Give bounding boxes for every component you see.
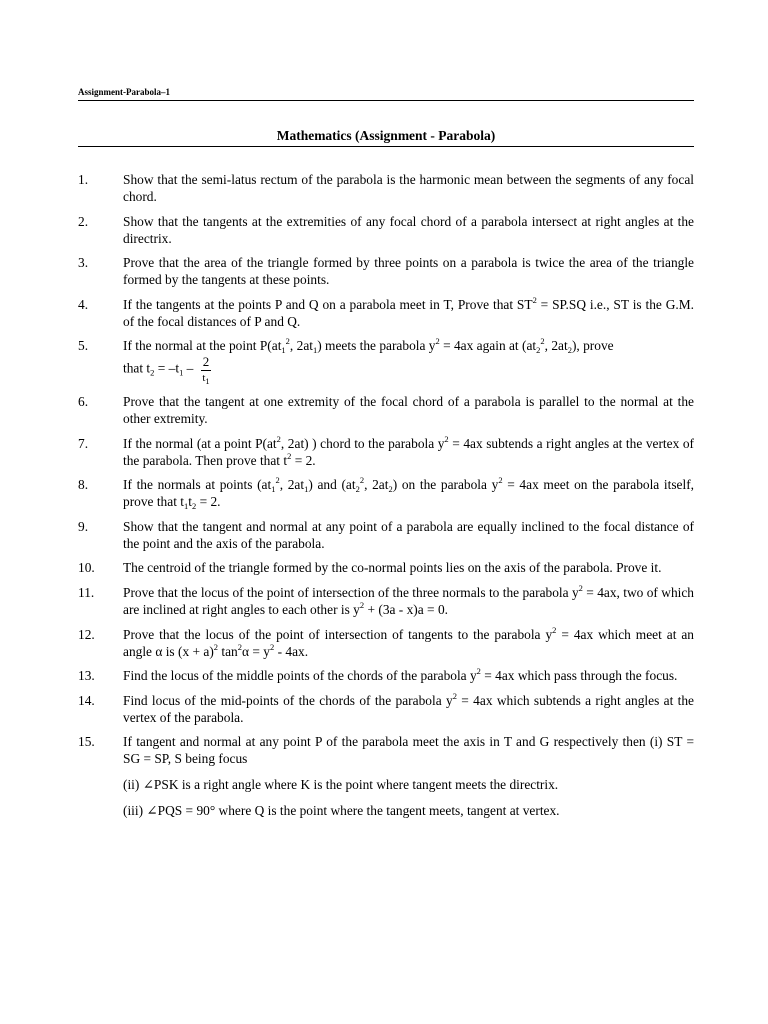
question-text: The centroid of the triangle formed by the co-normal points lies on the axis of the parabola. Prove it.: [123, 560, 662, 576]
question-8: [78, 476, 694, 510]
question-text: If the tangents at the points P and Q on a parabola meet in T, Prove that $ST^2 = SP.SQ$ i.e., ST is the G.M. of the focal distances of P and Q.: [123, 294, 694, 329]
question-text: If the normal (at a point $P(at^2$, 2at) ) chord to the parabola $y^2 = 4ax$ subtends a right angles at the vertex of the parabola. Then prove that $t^2 = 2$.: [123, 433, 694, 468]
question-number: 6.: [78, 393, 89, 409]
question-number: 10.: [78, 560, 95, 576]
question-text: If tangent and normal at any point P of the parabola meet the axis in T and G respectively then (i) ST = SG = SP, S being focus: [123, 734, 694, 767]
question-number: 2.: [78, 213, 89, 229]
question-number: 5.: [78, 338, 89, 354]
question-2: [78, 213, 694, 247]
question-15-part-iii: (iii) ∠PQS = 90° where Q is the point where the tangent meets, tangent at vertex.: [123, 803, 560, 819]
question-list: [78, 171, 694, 819]
question-13: [78, 667, 694, 684]
question-text: Find locus of the mid-points of the chords of the parabola $y^2 = 4ax$ which subtends a right angles at the vertex of the parabola.: [123, 690, 694, 725]
question-11: [78, 584, 694, 618]
question-number: 8.: [78, 477, 89, 493]
question-number: 1.: [78, 172, 89, 187]
page-title: Mathematics (Assignment - Parabola): [276, 128, 496, 143]
title-rule: [78, 146, 694, 147]
question-number: 3.: [78, 255, 89, 271]
question-text: Show that the semi-latus rectum of the parabola is the harmonic mean between the segments of any focal chord.: [123, 172, 694, 204]
question-text: Prove that the area of the triangle formed by three points on a parabola is twice the area of the triangle formed by the tangents at these points.: [123, 255, 694, 288]
question-text: If the normal at the point $P(at_1^2$, $2at_1$) meets the parabola $y^2 = 4ax$ again at ($at_2^2$, $2at_2$), prove that $t_2 = -t_1$ – $\frac{2}{t_1}$: [123, 336, 614, 387]
fraction: $\frac{2}{t_1}$: [202, 354, 210, 387]
question-7: [78, 435, 694, 469]
question-3: [78, 254, 694, 288]
header-rule: [78, 100, 694, 101]
question-4: [78, 296, 694, 330]
question-number: 15.: [78, 734, 95, 750]
question-number: 13.: [78, 668, 95, 684]
question-text: Prove that the tangent at one extremity of the focal chord of a parabola is parallel to the normal at the other extremity.: [123, 393, 694, 426]
question-text: If the normals at points ($at_1^2$, $2at_1$) and ($at_2^2$, $2at_2$) on the parabola $y^2 = 4ax$ meet on the parabola itself, prove that $t_1t_2 = 2$.: [123, 475, 695, 512]
question-text: Find the locus of the middle points of the chords of the parabola $y^2 = 4ax$ which pass through the focus.: [123, 666, 678, 684]
question-number: 4.: [78, 296, 89, 312]
question-10: [78, 559, 694, 576]
question-text: Prove that the locus of the point of intersection of the three normals to the parabola $y^2 = 4ax$, two of which are inclined at right angles to each other is $y^2 + (3a - x)a = 0$.: [123, 582, 694, 617]
question-number: 11.: [78, 584, 95, 600]
question-number: 9.: [78, 518, 89, 534]
question-12: [78, 626, 694, 660]
question-text: Prove that the locus of the point of intersection of tangents to the parabola $y^2 = 4ax$ which meet at an angle α is $(x + a)^2$ $\tan^2\alpha = y^2 - 4ax$.: [123, 624, 694, 659]
question-15: [78, 733, 694, 767]
question-15-part-ii: (ii) ∠PSK is a right angle where K is the point where tangent meets the directrix.: [123, 777, 559, 793]
question-6: [78, 393, 694, 427]
question-text: Show that the tangents at the extremities of any focal chord of a parabola intersect at right angles at the directrix.: [123, 213, 694, 246]
question-number: 7.: [78, 435, 89, 451]
question-number: 14.: [78, 692, 95, 708]
header-label: Assignment-Parabola–1: [78, 87, 170, 97]
question-number: 12.: [78, 626, 95, 642]
question-5: [78, 337, 694, 385]
question-14: [78, 692, 694, 726]
question-text: Show that the tangent and normal at any point of a parabola are equally inclined to the focal distance of the point and the axis of the parabola.: [123, 518, 694, 551]
question-9: [78, 518, 694, 552]
question-1: [78, 171, 694, 205]
